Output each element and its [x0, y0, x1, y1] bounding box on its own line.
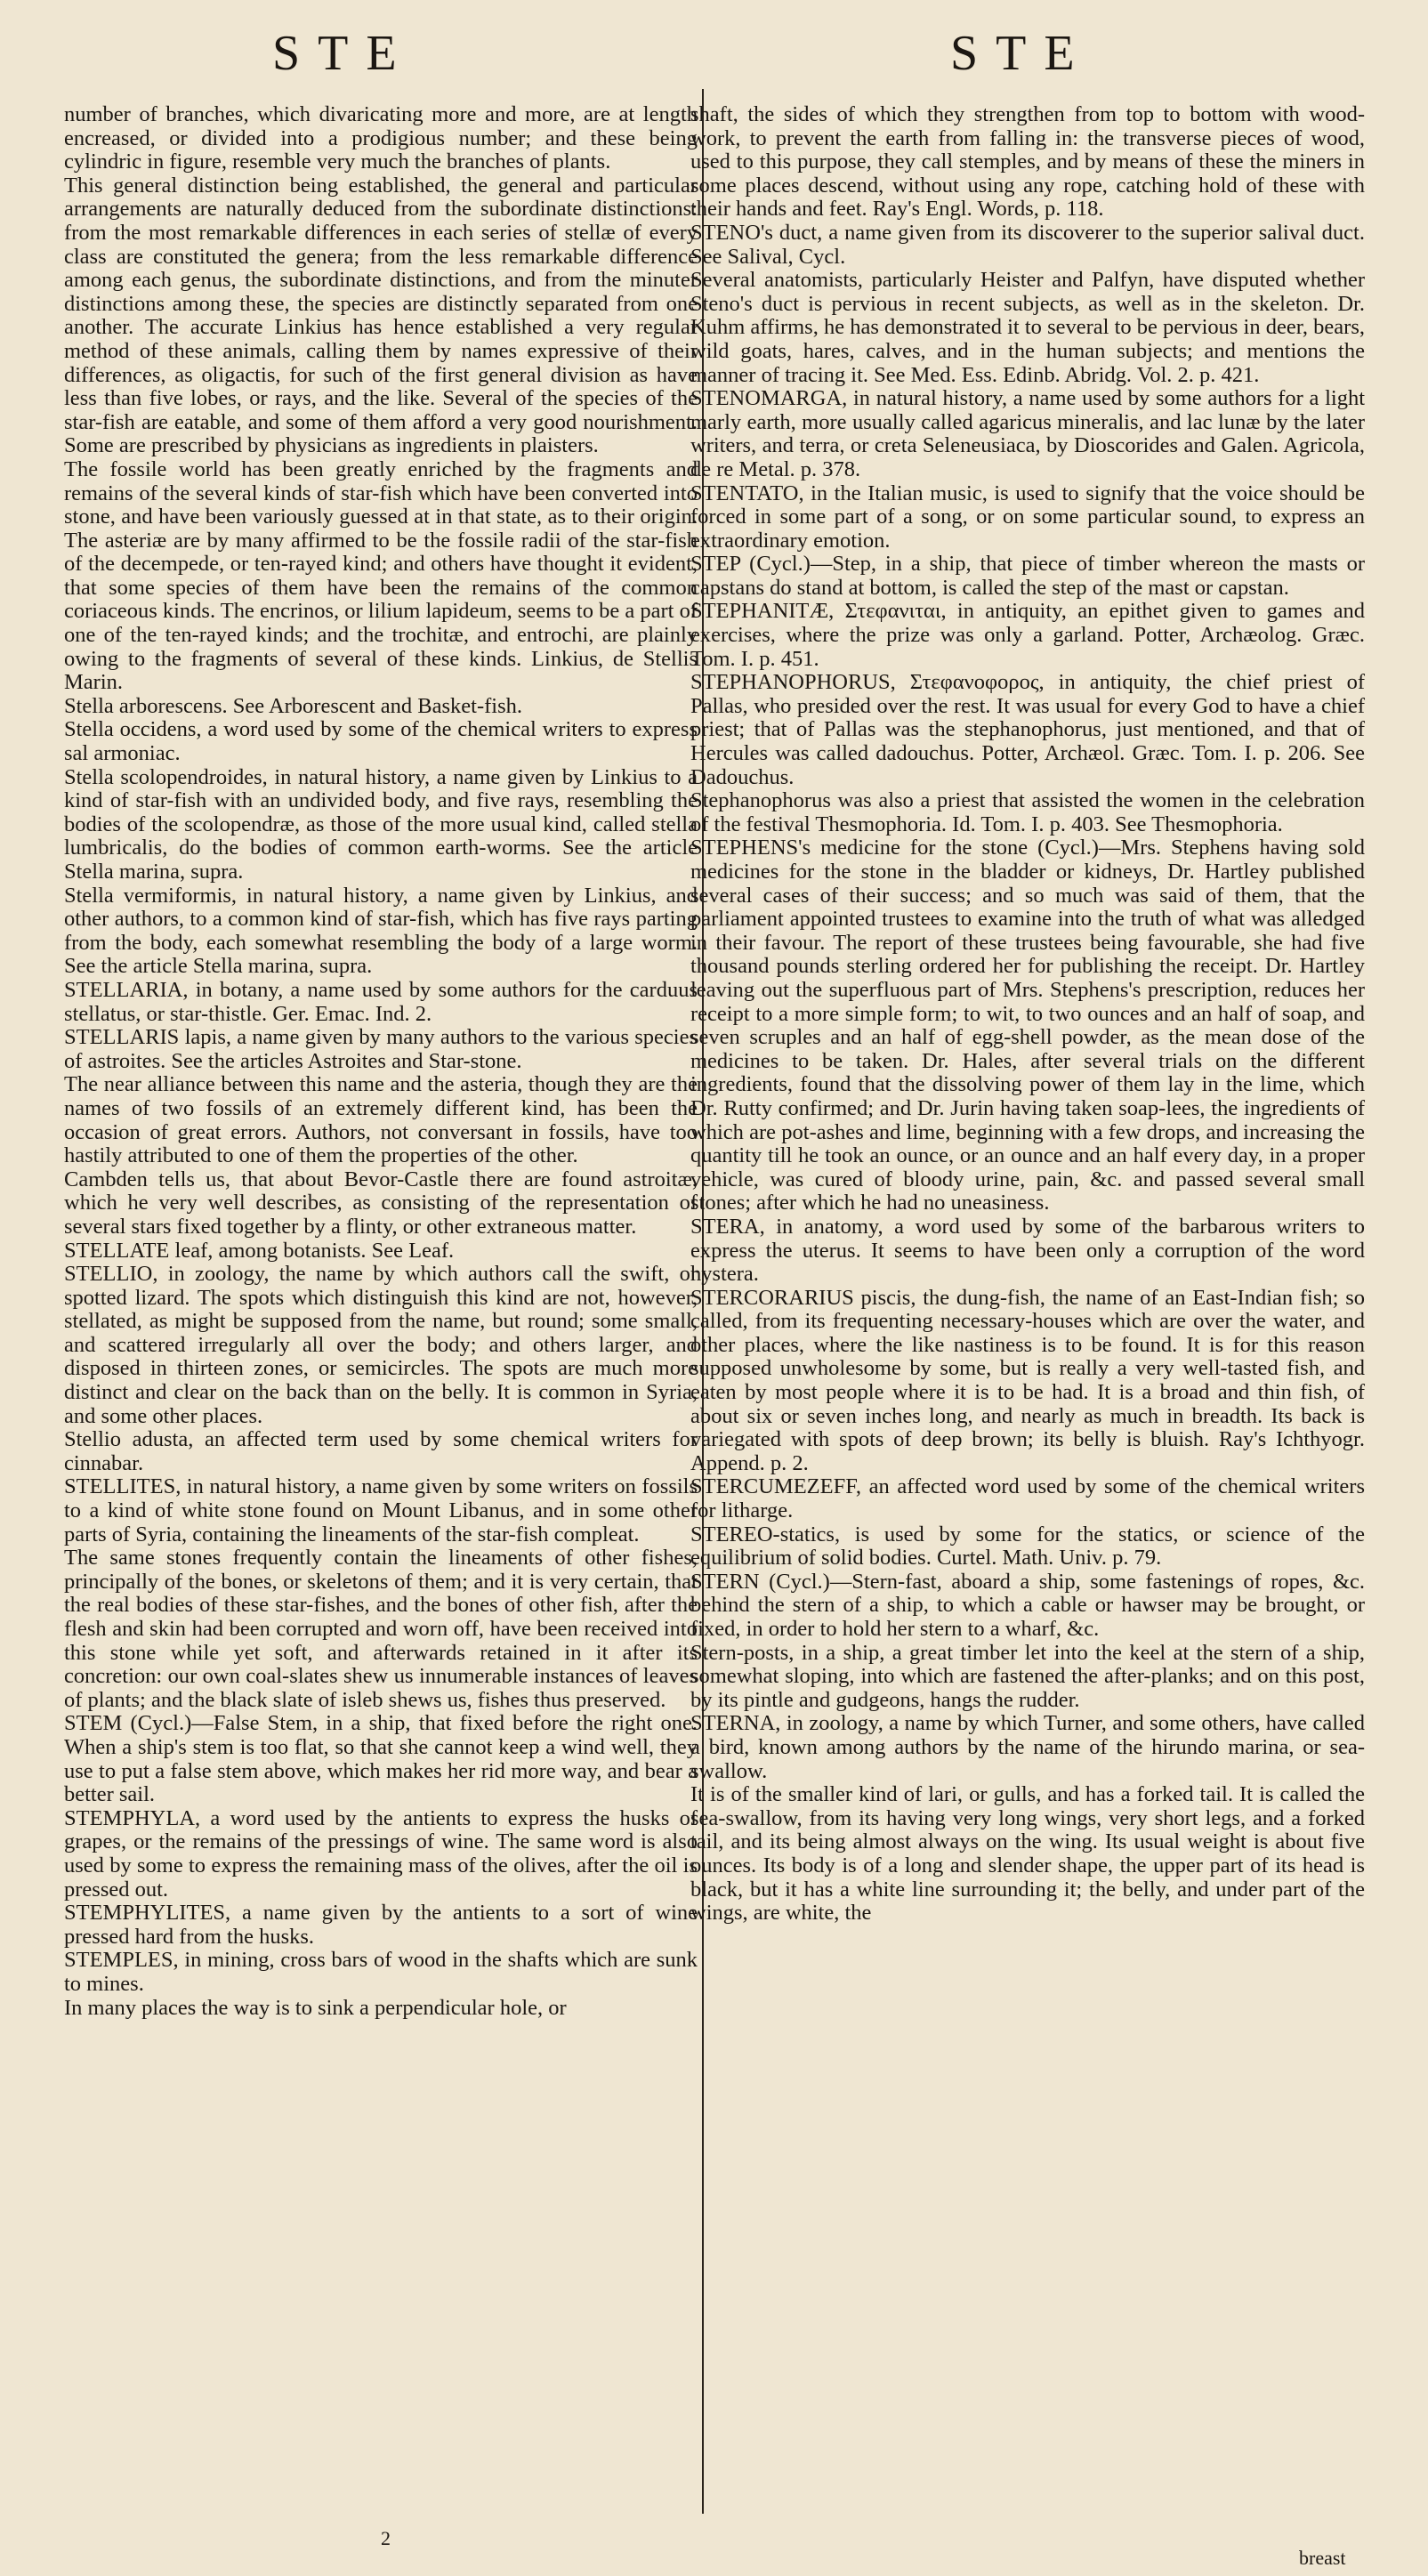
paragraph: Stella arborescens. See Arborescent and Basket-fish.: [64, 693, 523, 718]
paragraph: Stellio adusta, an affected term used by some chemical writers for cinnabar.: [64, 1427, 698, 1475]
paragraph: STELLITES, in natural history, a name given by some writers on fossils to a kind of white stone found on Mount Libanus, and in some other parts of Syria, containing the lineaments of the star-fish compleat.: [64, 1474, 698, 1546]
paragraph: STERA, in anatomy, a word used by some of the barbarous writers to express the uterus. It seems to have been only a corruption of the word hystera.: [690, 1214, 1365, 1287]
paragraph: Several anatomists, particularly Heister and Palfyn, have disputed whether Steno's duct is pervious in recent subjects, as well as in the skeleton. Dr. Kuhm affirms, he has demonstrated it to several to be pervious in deer, bears, wild goats, hares, calves, and in the human subjects; and mentions the manner of tracing it. See Med. Ess. Edinb. Abridg. Vol. 2. p. 421.: [690, 268, 1365, 387]
paragraph: In many places the way is to sink a perpendicular hole, or: [64, 1995, 567, 2020]
paragraph: STERNA, in zoology, a name by which Turner, and some others, have called a bird, known among authors by the name of the hirundo marina, or sea-swallow.: [690, 1711, 1365, 1783]
left-column: [64, 103, 698, 2020]
paragraph: The same stones frequently contain the lineaments of other fishes, principally of the bones, or skeletons of them; and it is very certain, that the real bodies of these star-fishes, and the bones of other fish, after the flesh and skin had been corrupted and worn off, have been received into this stone while yet soft, and afterwards retained in it after its concretion: our own coal-slates shew us innumerable instances of leaves of plants; and the black slate of isleb shews us, fishes thus preserved.: [64, 1546, 698, 1712]
paragraph: This general distinction being established, the general and particular arrangements are naturally deduced from the subordinate distinctions: from the most remarkable differences in each series of stellæ of every class are constituted the genera; from the less remarkable difference among each genus, the subordinate distinctions, and from the minuter distinctions among these, the species are distinctly separated from one another. The accurate Linkius has hence established a very regular method of these animals, calling them by names expressive of their differences, as oligactis, for such of the first general division as have less than five lobes, or rays, and the like. Several of the species of the star-fish are eatable, and some of them afford a very good nourishment. Some are prescribed by physicians as ingredients in plaisters.: [64, 173, 698, 458]
paragraph: It is of the smaller kind of lari, or gulls, and has a forked tail. It is called the sea-swallow, from its having very long wings, very short legs, and a forked tail, and its being almost always on the wing. Its usual weight is about five ounces. Its body is of a long and slender shape, the upper part of its head is black, but it has a white line surrounding it; the belly, and under part of the wings, are white, the: [690, 1782, 1365, 1926]
catchword: breast: [1299, 2547, 1346, 2569]
paragraph: STENTATO, in the Italian music, is used to signify that the voice should be forced in some part of a song, or on some particular sound, to express an extraordinary emotion.: [690, 480, 1365, 553]
paragraph: STEM (Cycl.)—False Stem, in a ship, that fixed before the right one. When a ship's stem is too flat, so that she cannot keep a wind well, they use to put a false stem above, which makes her rid more way, and bear a better sail.: [64, 1711, 698, 1807]
paragraph: Stella occidens, a word used by some of the chemical writers to express sal armoniac.: [64, 717, 698, 766]
running-head-right: STE: [950, 26, 1093, 81]
paragraph: STERCUMEZEFF, an affected word used by some of the chemical writers for litharge.: [690, 1474, 1365, 1523]
paragraph: STEP (Cycl.)—Step, in a ship, that piece of timber whereon the masts or capstans do stand at bottom, is called the step of the mast or capstan.: [690, 552, 1365, 600]
paragraph: STEPHANOPHORUS, Στεφανοφορος, in antiquity, the chief priest of Pallas, who presided over the rest. It was usual for every God to have a chief priest; that of Pallas was the stephanophorus, just mentioned, and that of Hercules was called dadouchus. Potter, Archæol. Græc. Tom. I. p. 206. See Dadouchus.: [690, 670, 1365, 789]
paragraph: STELLARIA, in botany, a name used by some authors for the carduus stellatus, or star-thistle. Ger. Emac. Ind. 2.: [64, 977, 698, 1026]
right-column: [690, 103, 1365, 1926]
paragraph: Stella scolopendroides, in natural history, a name given by Linkius to a kind of star-fish with an undivided body, and five rays, resembling the bodies of the scolopendræ, as those of the more usual kind, called stella lumbricalis, do the bodies of common earth-worms. See the article Stella marina, supra.: [64, 764, 698, 884]
paragraph: STEPHANITÆ, Στεφανιται, in antiquity, an epithet given to games and exercises, where the prize was only a garland. Potter, Archæolog. Græc. Tom. I. p. 451.: [690, 599, 1365, 671]
paragraph: STELLARIS lapis, a name given by many authors to the various species of astroites. See the articles Astroites and Star-stone.: [64, 1025, 698, 1073]
paragraph: STEREO-statics, is used by some for the statics, or science of the equilibrium of solid bodies. Curtel. Math. Univ. p. 79.: [690, 1522, 1365, 1571]
paragraph: Stella vermiformis, in natural history, a name given by Linkius, and other authors, to a common kind of star-fish, which has five rays parting from the body, each somewhat resembling the body of a large worm. See the article Stella marina, supra.: [64, 883, 698, 979]
paragraph: STELLIO, in zoology, the name by which authors call the swift, or spotted lizard. The spots which distinguish this kind are not, however, stellated, as might be supposed from the name, but round; some small, and scattered irregularly all over the body; and others larger, and disposed in thirteen zones, or semicircles. The spots are much more distinct and clear on the back than on the belly. It is common in Syria, and some other places.: [64, 1262, 698, 1428]
paragraph: number of branches, which divaricating more and more, are at length encreased, or divided into a prodigious number; and these being cylindric in figure, resemble very much the branches of plants.: [64, 102, 698, 174]
paragraph: Cambden tells us, that about Bevor-Castle there are found astroitæ, which he very well describes, as consisting of the representation of several stars fixed together by a flinty, or other extraneous matter.: [64, 1167, 698, 1239]
paragraph: STEPHENS's medicine for the stone (Cycl.)—Mrs. Stephens having sold medicines for the stone in the bladder or kidneys, Dr. Hartley published several cases of their success; and so much was said of them, that the parliament appointed trustees to examine into the truth of what was alledged in their favour. The report of these trustees being favourable, she had five thousand pounds sterling ordered her for publishing the receipt. Dr. Hartley leaving out the superfluous part of Mrs. Stephens's prescription, reduces her receipt to a more simple form; to wit, to two ounces and an half of soap, and seven scruples and an half of egg-shell powder, as the mean dose of the medicines to be taken. Dr. Hales, after several trials on the different ingredients, found that the dissolving power of them lay in the lime, which Dr. Rutty confirmed; and Dr. Jurin having taken soap-lees, the ingredients of which are pot-ashes and lime, beginning with a few drops, and increasing the quantity till he took an ounce, or an ounce and an half every day, in a proper vehicle, was cured of bloody urine, pain, &c. and passed several small stones; after which he had no uneasiness.: [690, 836, 1365, 1215]
paragraph: STEMPHYLITES, a name given by the antients to a sort of wine pressed hard from the husks.: [64, 1901, 698, 1949]
paragraph: STERCORARIUS piscis, the dung-fish, the name of an East-Indian fish; so called, from its frequenting necessary-houses which are over the water, and other places, where the like nastiness is to be found. It is for this reason supposed unwholesome by some, but is really a very well-tasted fish, and eaten by most people where it is to be had. It is a broad and thin fish, of about six or seven inches long, and nearly as much in breadth. Its back is variegated with spots of deep brown; its belly is bluish. Ray's Ichthyogr. Append. p. 2.: [690, 1285, 1365, 1475]
paragraph: STEMPLES, in mining, cross bars of wood in the shafts which are sunk to mines.: [64, 1948, 698, 1996]
paragraph: STERN (Cycl.)—Stern-fast, aboard a ship, some fastenings of ropes, &c. behind the stern of a ship, to which a cable or hawser may be brought, or fixed, in order to hold her stern to a wharf, &c.: [690, 1569, 1365, 1641]
paragraph: Stern-posts, in a ship, a great timber let into the keel at the stern of a ship, somewhat sloping, into which are fastened the after-planks; and on this post, by its pintle and gudgeons, hangs the rudder.: [690, 1640, 1365, 1712]
paragraph: Stephanophorus was also a priest that assisted the women in the celebration of the festival Thesmophoria. Id. Tom. I. p. 403. See Thesmophoria.: [690, 788, 1365, 836]
paragraph: STENO's duct, a name given from its discoverer to the superior salival duct. See Salival, Cycl.: [690, 220, 1365, 269]
paragraph: STENOMARGA, in natural history, a name used by some authors for a light marly earth, more usually called agaricus mineralis, and lac lunæ by the later writers, and terra, or creta Seleneusiaca, by Dioscorides and Galen. Agricola, de re Metal. p. 378.: [690, 386, 1365, 481]
paragraph: The fossile world has been greatly enriched by the fragments and remains of the several kinds of star-fish which have been converted into stone, and have been variously guessed at in that state, as to their origin. The asteriæ are by many affirmed to be the fossile radii of the star-fish of the decempede, or ten-rayed kind; and others have thought it evident, that some species of them have been the remains of the common coriaceous kinds. The encrinos, or lilium lapideum, seems to be a part of one of the ten-rayed kinds; and the trochitæ, and entrochi, are plainly owing to the fragments of several of these kinds. Linkius, de Stellis Marin.: [64, 456, 698, 695]
paragraph: The near alliance between this name and the asteria, though they are the names of two fossils of an extremely different kind, has been the occasion of great errors. Authors, not conversant in fossils, have too hastily attributed to one of them the properties of the other.: [64, 1072, 698, 1168]
page-number: 2: [381, 2527, 391, 2549]
paragraph: STELLATE leaf, among botanists. See Leaf.: [64, 1238, 455, 1263]
paragraph: shaft, the sides of which they strengthen from top to bottom with wood-work, to prevent the earth from falling in: the transverse pieces of wood, used to this purpose, they call stemples, and by means of these the miners in some places descend, without using any rope, catching hold of these with their hands and feet. Ray's Engl. Words, p. 118.: [690, 102, 1365, 222]
running-head-left: STE: [272, 26, 415, 81]
paragraph: STEMPHYLA, a word used by the antients to express the husks of grapes, or the remains of the pressings of wine. The same word is also used by some to express the remaining mass of the olives, after the oil is pressed out.: [64, 1805, 698, 1902]
